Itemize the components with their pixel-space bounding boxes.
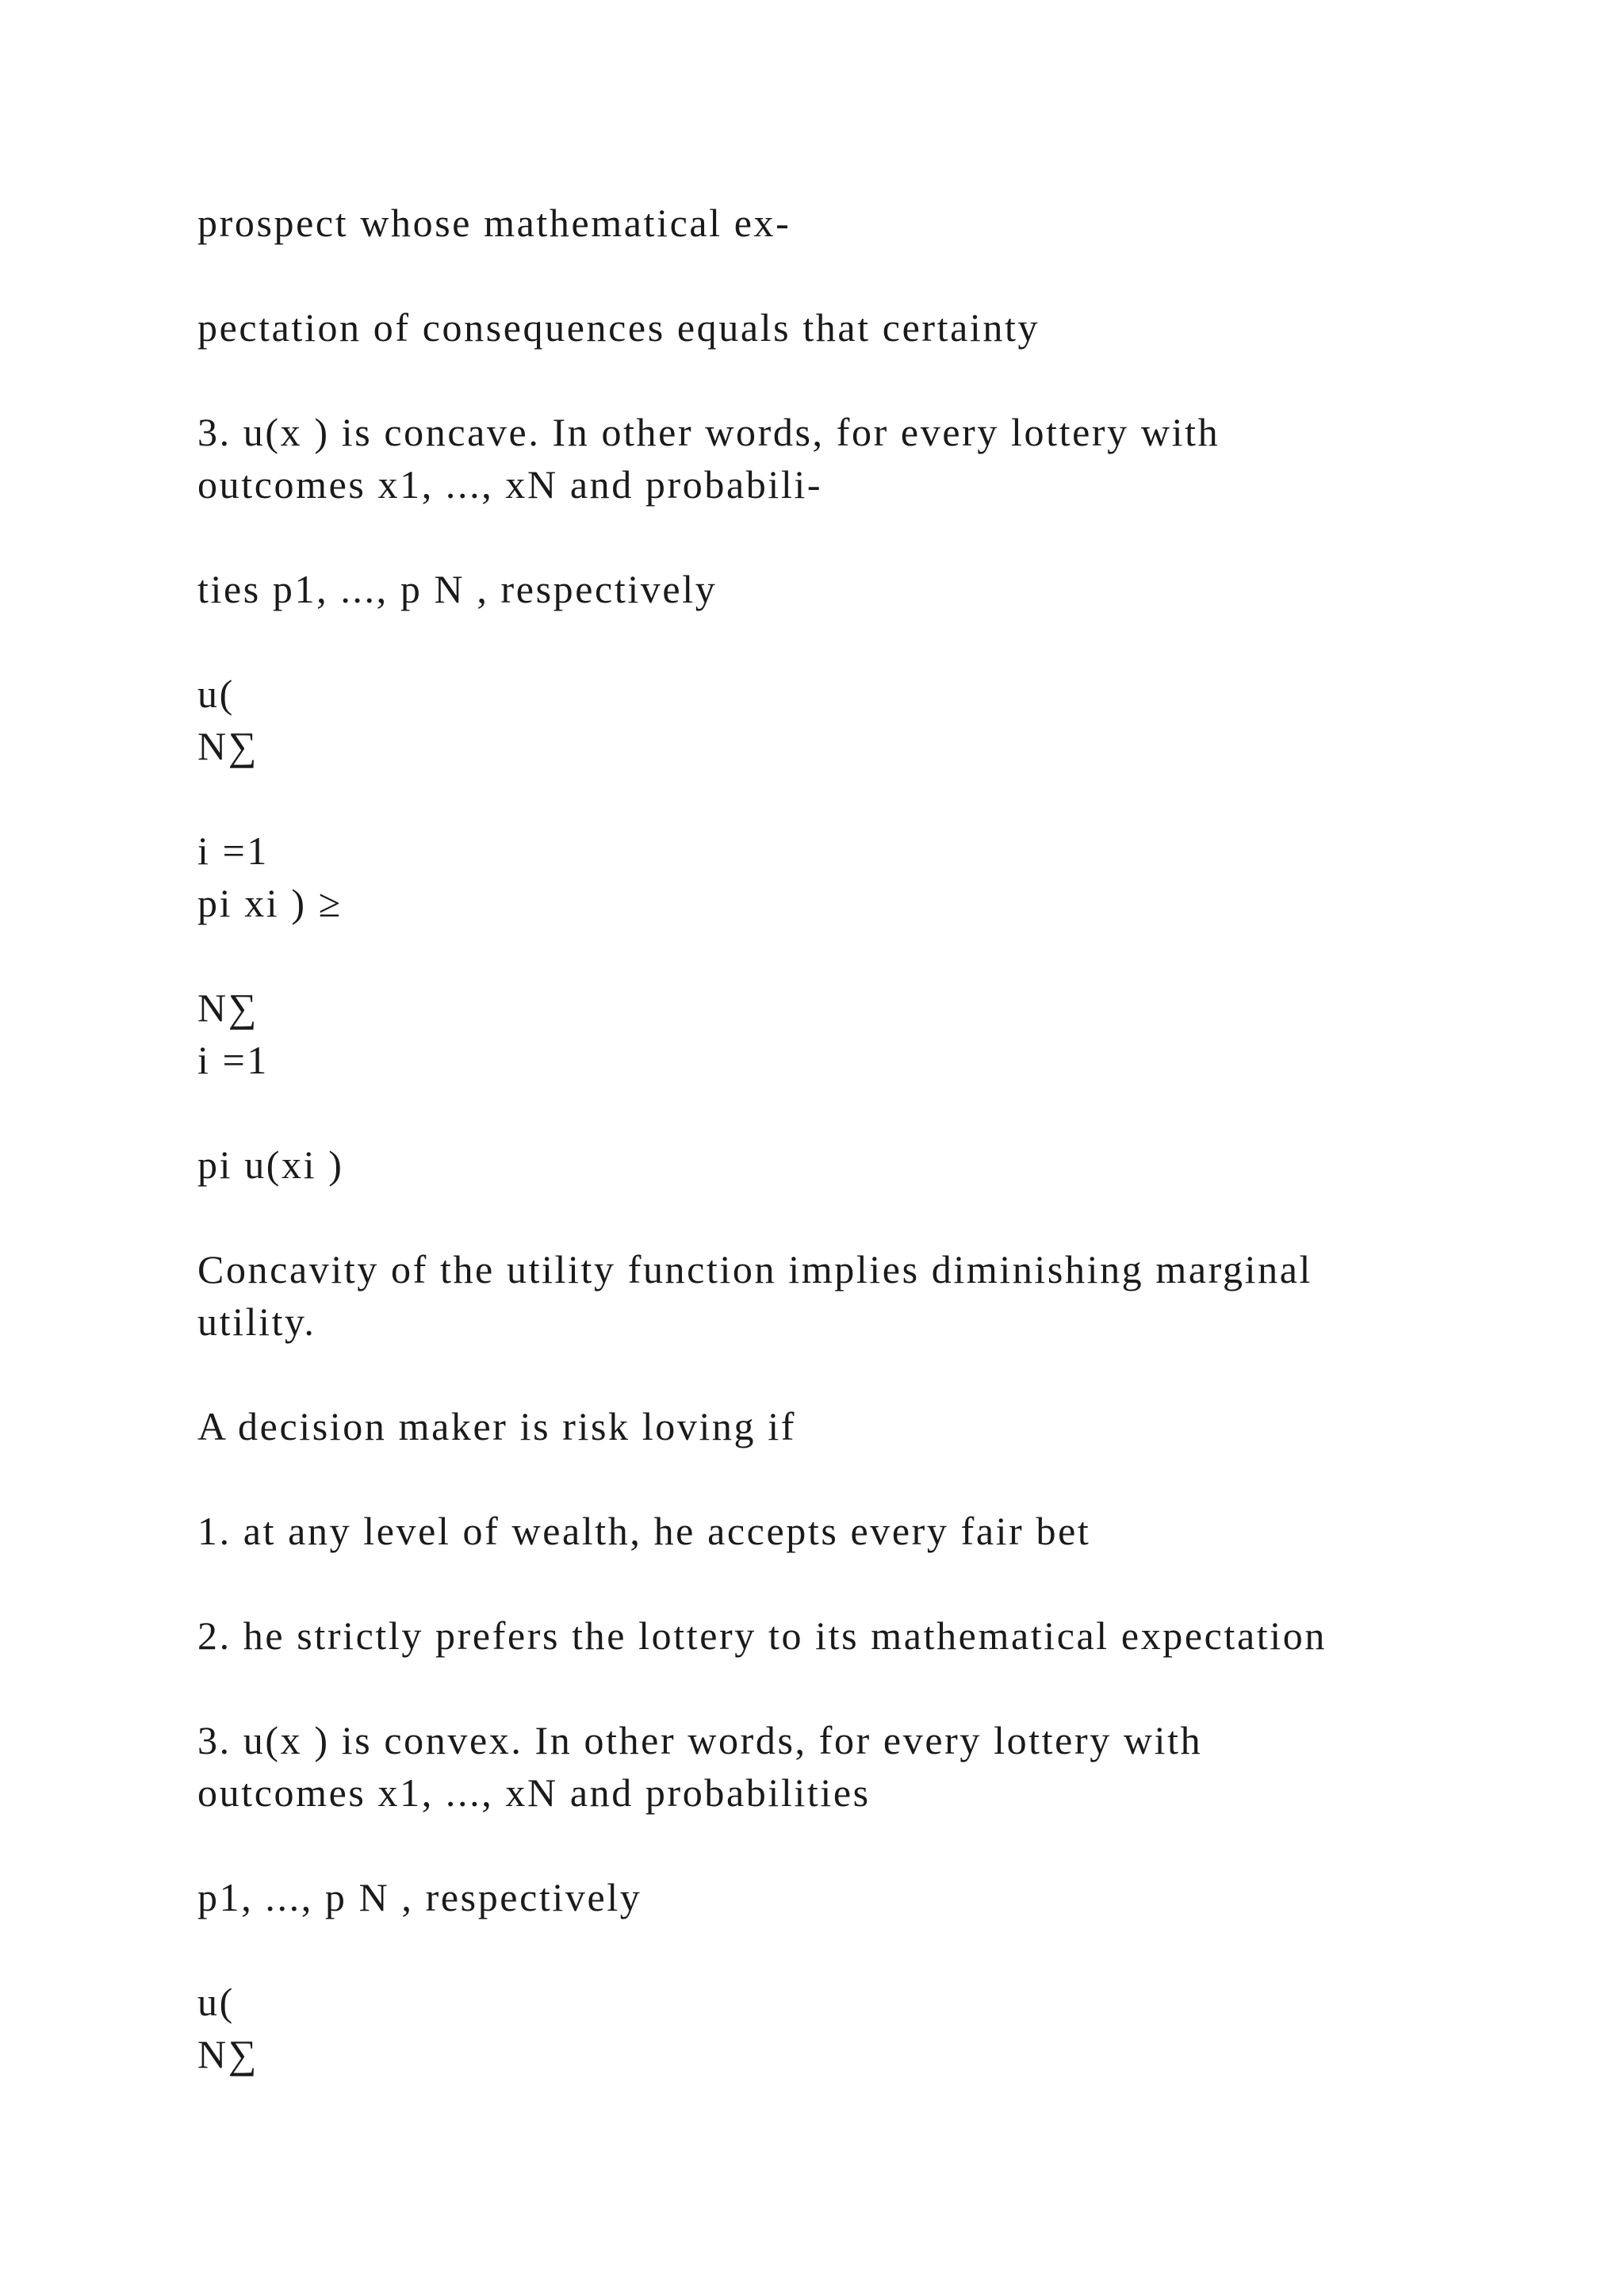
text-line: outcomes x1, ..., xN and probabilities — [197, 1770, 871, 1815]
text-line: utility. — [197, 1299, 316, 1344]
formula-line: N∑ — [197, 724, 259, 768]
formula-line: u( — [197, 672, 235, 716]
formula-line: pi u(xi ) — [197, 1142, 344, 1187]
formula-line: i =1 — [197, 1038, 269, 1082]
text-line: outcomes x1, ..., xN and probabili- — [197, 462, 823, 507]
text-line: 2. he strictly prefers the lottery to its mathematical expectation — [197, 1613, 1327, 1658]
text-line: p1, ..., p N , respectively — [197, 1875, 642, 1919]
text-line: Concavity of the utility function implies diminishing marginal — [197, 1247, 1312, 1292]
text-line: prospect whose mathematical ex- — [197, 201, 791, 245]
formula-line: N∑ — [197, 985, 259, 1030]
text-line: 3. u(x ) is concave. In other words, for every lottery with — [197, 410, 1220, 454]
text-line: A decision maker is risk loving if — [197, 1404, 796, 1448]
text-line: pectation of consequences equals that certainty — [197, 305, 1040, 350]
text-line: ties p1, ..., p N , respectively — [197, 567, 718, 611]
text-line: 1. at any level of wealth, he accepts every fair bet — [197, 1509, 1091, 1553]
text-line: 3. u(x ) is convex. In other words, for every lottery with — [197, 1718, 1203, 1762]
formula-line: N∑ — [197, 2032, 259, 2076]
formula-line: i =1 — [197, 828, 269, 873]
formula-line: pi xi ) ≥ — [197, 881, 343, 925]
formula-line: u( — [197, 1980, 235, 2024]
